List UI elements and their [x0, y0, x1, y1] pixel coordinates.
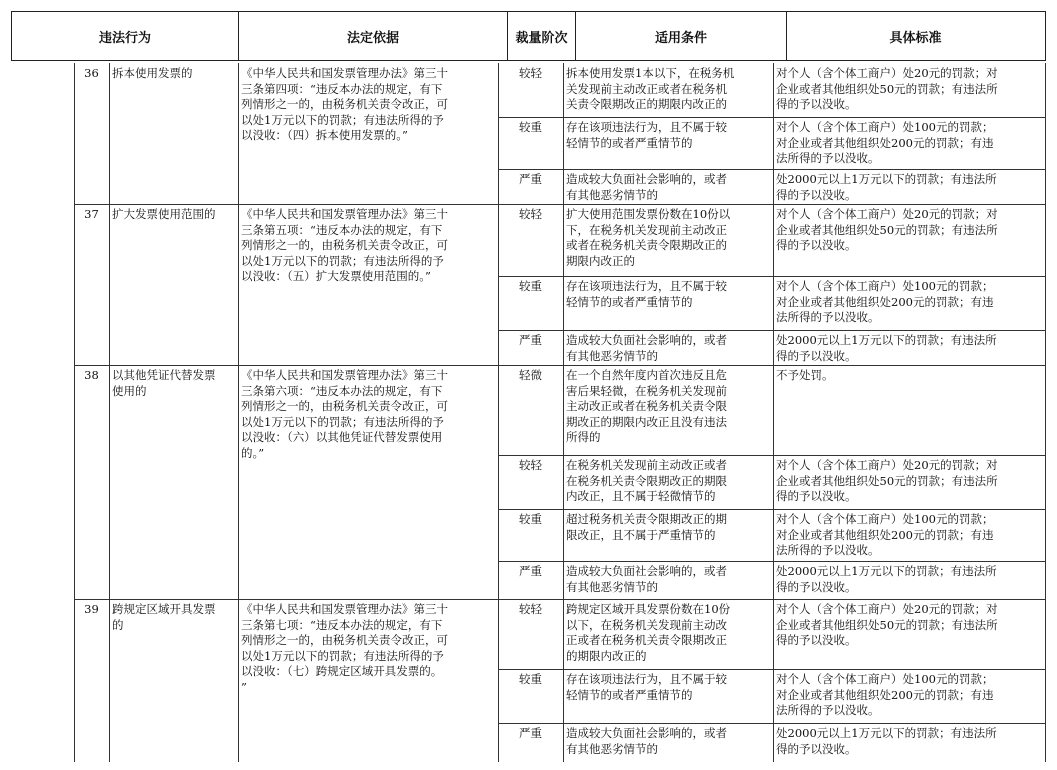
- grid-line-vertical: [238, 63, 239, 762]
- penalty-standard: 处2000元以上1万元以下的罚款；有违法所 得的予以没收。: [776, 333, 997, 363]
- discretion-level: 较轻: [519, 602, 542, 616]
- grid-line-horizontal: [498, 117, 1045, 118]
- discretion-level: 较轻: [519, 66, 542, 80]
- applicable-condition: 在一个自然年度内首次违反且危 害后果轻微，在税务机关发现前 主动改正或者在税务机关责令限 期改正的期限内改正且没有违法 所得的: [566, 368, 727, 444]
- header-standard: 具体标准: [786, 12, 1044, 60]
- header-conditions: 适用条件: [575, 12, 786, 60]
- header-discretion-level: 裁量阶次: [507, 12, 575, 60]
- row-number: 39: [84, 602, 99, 616]
- row-number: 37: [84, 207, 99, 221]
- grid-line-vertical: [563, 63, 564, 762]
- grid-line-horizontal: [498, 561, 1045, 562]
- violation-text: 以其他凭证代替发票 使用的: [112, 368, 216, 398]
- grid-line-vertical: [498, 63, 499, 762]
- grid-line-horizontal: [498, 330, 1045, 331]
- violation-text: 跨规定区域开具发票 的: [112, 602, 216, 632]
- legal-basis-text: 《中华人民共和国发票管理办法》第三十 三条第六项：“违反本办法的规定，有下 列情形之一的，由税务机关责令改正，可 以处1万元以下的罚款；有违法所得的予 以没收：（六）以其他凭证代替发票使用 的。”: [241, 368, 448, 460]
- violation-text: 扩大发票使用范围的: [112, 207, 216, 221]
- grid-line-horizontal: [74, 204, 1045, 205]
- legal-basis-text: 《中华人民共和国发票管理办法》第三十 三条第五项：“违反本办法的规定，有下 列情形之一的，由税务机关责令改正，可 以处1万元以下的罚款；有违法所得的予 以没收：（五）扩大发票使用范围的。”: [241, 207, 448, 283]
- applicable-condition: 在税务机关发现前主动改正或者 在税务机关责令限期改正的期限 内改正，且不属于轻微情节的: [566, 458, 727, 503]
- applicable-condition: 存在该项违法行为，且不属于较 轻情节的或者严重情节的: [566, 279, 727, 309]
- discretion-level: 较重: [519, 512, 542, 526]
- grid-line-horizontal: [74, 365, 1045, 366]
- violation-text: 拆本使用发票的: [112, 66, 193, 80]
- penalty-standard: 对个人（含个体工商户）处20元的罚款；对 企业或者其他组织处50元的罚款；有违法所 得的予以没收。: [776, 458, 998, 503]
- penalty-standard: 不予处罚。: [776, 368, 834, 382]
- penalty-standard: 处2000元以上1万元以下的罚款；有违法所 得的予以没收。: [776, 726, 997, 756]
- discretion-level: 较重: [519, 672, 542, 686]
- grid-line-horizontal: [498, 276, 1045, 277]
- grid-line-vertical: [74, 63, 75, 762]
- penalty-standard: 对个人（含个体工商户）处20元的罚款；对 企业或者其他组织处50元的罚款；有违法所 得的予以没收。: [776, 207, 998, 252]
- applicable-condition: 造成较大负面社会影响的，或者 有其他恶劣情节的: [566, 564, 727, 594]
- discretion-level: 较轻: [519, 207, 542, 221]
- grid-line-vertical: [1045, 63, 1046, 762]
- grid-line-horizontal: [498, 509, 1045, 510]
- grid-line-horizontal: [74, 599, 1045, 600]
- discretion-level: 严重: [519, 333, 542, 347]
- applicable-condition: 扩大使用范围发票份数在10份以 下，在税务机关发现前主动改正 或者在税务机关责令限期改正的 期限内改正的: [566, 207, 731, 268]
- penalty-standard: 对个人（含个体工商户）处100元的罚款； 对企业或者其他组织处200元的罚款；有违 法所得的予以没收。: [776, 279, 994, 324]
- applicable-condition: 存在该项违法行为，且不属于较 轻情节的或者严重情节的: [566, 672, 727, 702]
- penalty-standard: 对个人（含个体工商户）处100元的罚款； 对企业或者其他组织处200元的罚款；有违 法所得的予以没收。: [776, 672, 994, 717]
- applicable-condition: 存在该项违法行为，且不属于较 轻情节的或者严重情节的: [566, 120, 727, 150]
- applicable-condition: 造成较大负面社会影响的，或者 有其他恶劣情节的: [566, 726, 727, 756]
- applicable-condition: 跨规定区域开具发票份数在10份 以下，在税务机关发现前主动改 正或者在税务机关责令限期改正 的期限内改正的: [566, 602, 731, 663]
- grid-line-horizontal: [498, 669, 1045, 670]
- penalty-standard: 对个人（含个体工商户）处100元的罚款； 对企业或者其他组织处200元的罚款；有违 法所得的予以没收。: [776, 120, 994, 165]
- discretion-level: 严重: [519, 172, 542, 186]
- row-number: 38: [84, 368, 99, 382]
- applicable-condition: 造成较大负面社会影响的，或者 有其他恶劣情节的: [566, 172, 727, 202]
- grid-line-vertical: [109, 63, 110, 762]
- grid-line-horizontal: [498, 169, 1045, 170]
- applicable-condition: 拆本使用发票1本以下，在税务机 关发现前主动改正或者在税务机 关责令限期改正的期限内改正的: [566, 66, 735, 111]
- discretion-level: 较轻: [519, 458, 542, 472]
- penalty-standard: 对个人（含个体工商户）处20元的罚款；对 企业或者其他组织处50元的罚款；有违法所 得的予以没收。: [776, 66, 998, 111]
- applicable-condition: 超过税务机关责令限期改正的期 限改正，且不属于严重情节的: [566, 512, 727, 542]
- penalty-standard: 对个人（含个体工商户）处100元的罚款； 对企业或者其他组织处200元的罚款；有违 法所得的予以没收。: [776, 512, 994, 557]
- grid-line-horizontal: [498, 455, 1045, 456]
- applicable-condition: 造成较大负面社会影响的，或者 有其他恶劣情节的: [566, 333, 727, 363]
- penalty-standard: 处2000元以上1万元以下的罚款；有违法所 得的予以没收。: [776, 172, 997, 202]
- penalty-standard: 处2000元以上1万元以下的罚款；有违法所 得的予以没收。: [776, 564, 997, 594]
- grid-line-vertical: [773, 63, 774, 762]
- discretion-level: 轻微: [519, 368, 542, 382]
- discretion-level: 严重: [519, 726, 542, 740]
- grid-line-horizontal: [498, 723, 1045, 724]
- table-header: [11, 11, 1046, 61]
- header-violation: 违法行为: [98, 30, 151, 46]
- discretion-level: 较重: [519, 120, 542, 134]
- row-number: 36: [84, 66, 99, 80]
- penalty-standard: 对个人（含个体工商户）处20元的罚款；对 企业或者其他组织处50元的罚款；有违法所 得的予以没收。: [776, 602, 998, 647]
- legal-basis-text: 《中华人民共和国发票管理办法》第三十 三条第七项：“违反本办法的规定，有下 列情形之一的，由税务机关责令改正，可 以处1万元以下的罚款；有违法所得的予 以没收：（七）跨规定区域开具发票的。 ”: [241, 602, 448, 694]
- legal-basis-text: 《中华人民共和国发票管理办法》第三十 三条第四项：“违反本办法的规定，有下 列情形之一的，由税务机关责令改正，可 以处1万元以下的罚款；有违法所得的予 以没收：（四）拆本使用发票的。”: [241, 66, 448, 142]
- discretion-level: 严重: [519, 564, 542, 578]
- header-legal-basis: 法定依据: [238, 12, 507, 60]
- discretion-level: 较重: [519, 279, 542, 293]
